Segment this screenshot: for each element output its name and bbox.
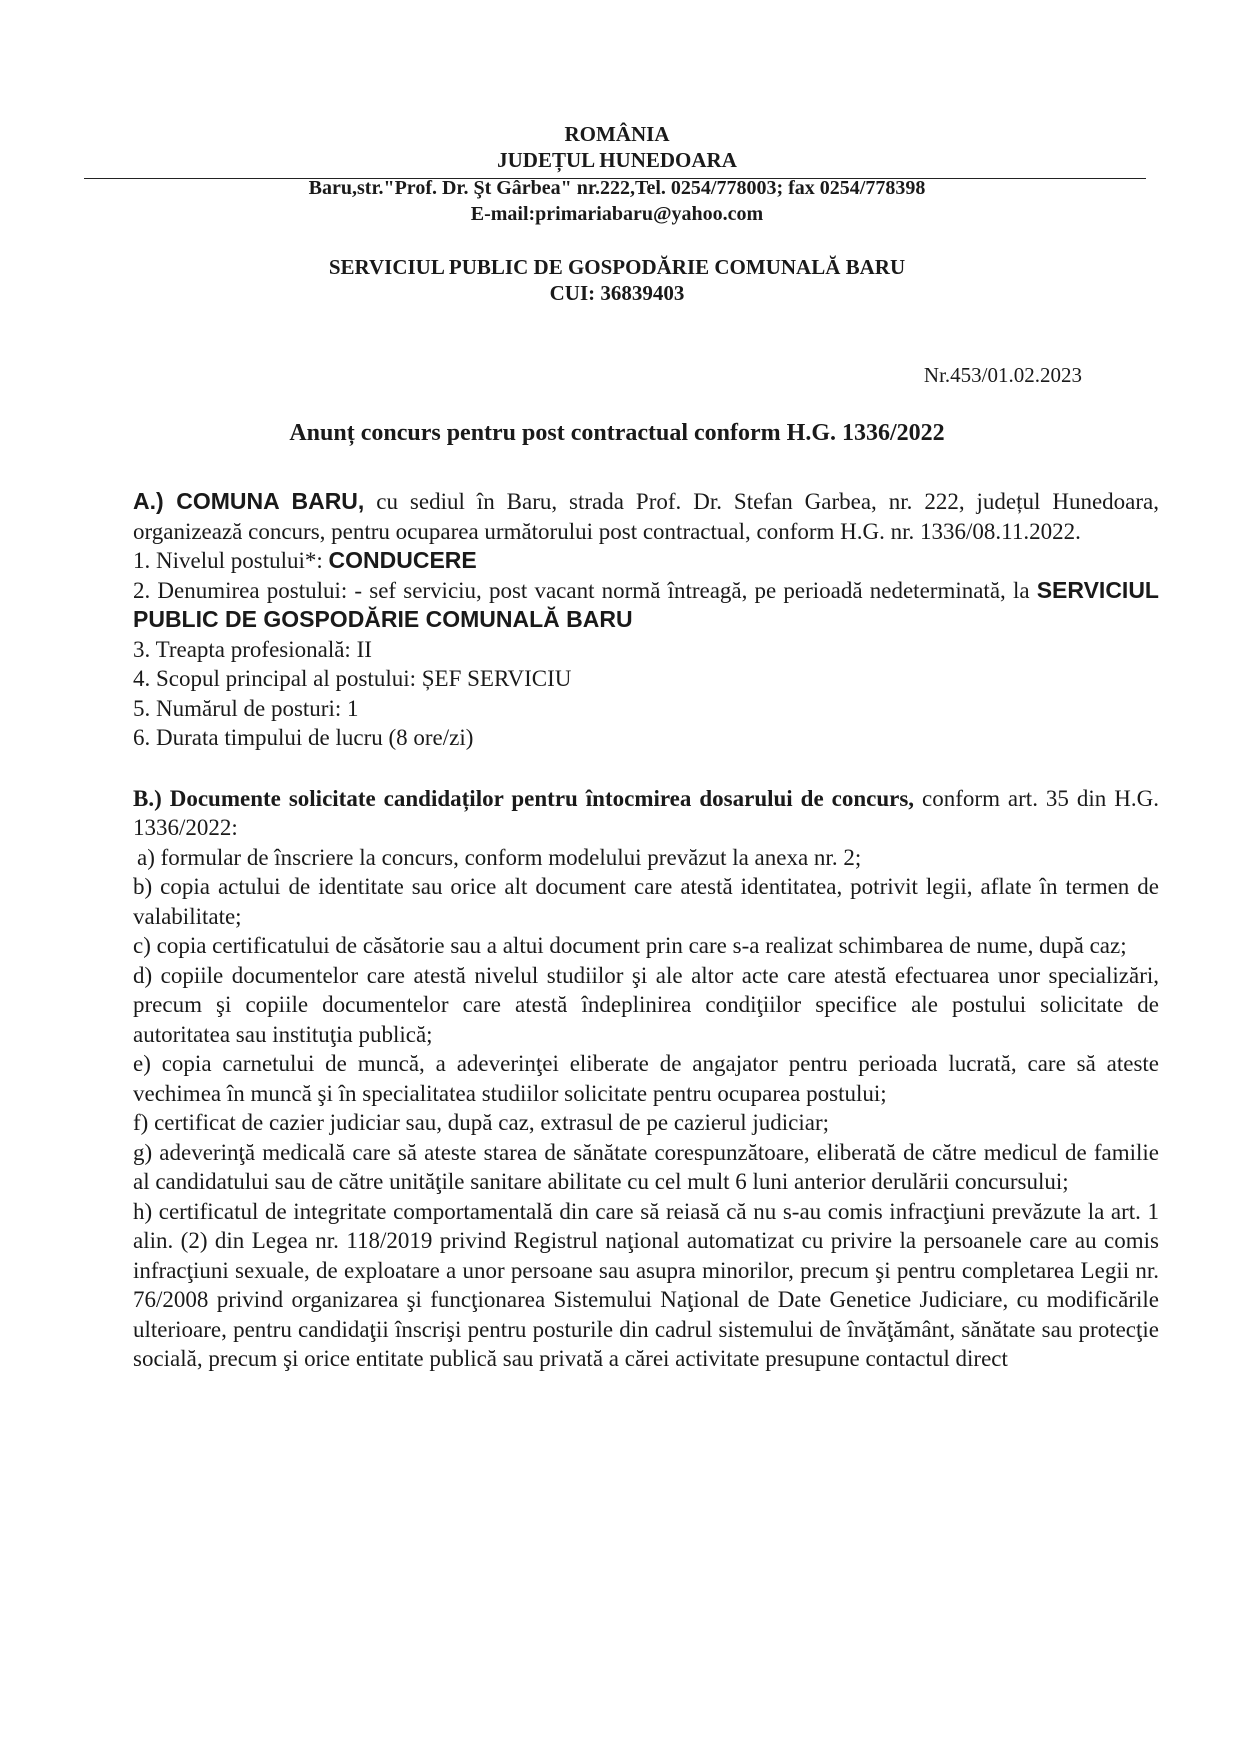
section-b-item-a: a) formular de înscriere la concurs, conform modelului prevăzut la anexa nr. 2; (137, 844, 862, 870)
document-body (133, 487, 1159, 1374)
section-a-item-1 (133, 546, 1159, 576)
section-b-item-g: g) adeverinţă medicală care să ateste starea de sănătate corespunzătoare, eliberată de către medicul de familie al candidatului sau de către unităţile sanitare abilitate cu cel mult 6 luni anterior derulării concursului; (133, 1139, 1159, 1194)
header-address: Baru,str."Prof. Dr. Şt Gârbea" nr.222,Tel. 0254/778003; fax 0254/778398 (308, 177, 926, 199)
section-a-lead: A.) COMUNA BARU, (133, 488, 365, 514)
section-b-lead: B.) Documente solicitate candidaților pentru întocmirea dosarului de concurs, (133, 785, 915, 811)
section-a-item-2 (133, 576, 1159, 635)
header-country: ROMÂNIA (564, 122, 670, 146)
section-a-text: cu sediul în Baru, strada Prof. Dr. Stefan Garbea, nr. 222, județul Hunedoara, organizează concurs, pentru ocuparea următorului post contractual, conform H.G. nr. 1336/08.11.2022. (133, 489, 1160, 544)
section-b-item-b: b) copia actului de identitate sau orice alt document care atestă identitatea, potrivit legii, aflate în termen de valabilitate; (133, 874, 1159, 929)
header-email: E-mail:primariabaru@yahoo.com (470, 203, 764, 225)
section-b-item-d: d) copiile documentelor care atestă nivelul studiilor şi ale altor acte care atestă efectuarea unor specializări, precum şi copiile documentelor care atestă îndeplinirea condiţiilor specifice ale postului solicitate de autoritatea sau instituţia publică; (133, 962, 1159, 1047)
announcement-title: Anunț concurs pentru post contractual conform H.G. 1336/2022 (289, 420, 945, 446)
document-number: Nr.453/01.02.2023 (923, 363, 1082, 387)
section-b-intro (133, 784, 1159, 843)
section-a-item-5: 5. Numărul de posturi: 1 (133, 695, 359, 721)
section-b-item-c: c) copia certificatului de căsătorie sau a altui document prin care s-a realizat schimbarea de nume, după caz; (133, 933, 1127, 958)
section-b-text: conform art. 35 din H.G. 1336/2022: (133, 785, 1159, 840)
item-2-service: SERVICIUL PUBLIC DE GOSPODĂRIE COMUNALĂ BARU (133, 576, 1159, 632)
header-cui: CUI: 36839403 (549, 281, 685, 305)
section-b-item-h: h) certificatul de integritate comportamentală din care să reiasă că nu s-au comis infracţiuni prevăzute la art. 1 alin. (2) din Legea nr. 118/2019 privind Registrul naţional automatizat cu privire la persoanele care au comis infracţiuni sexuale, de exploatare a unor persoane sau asupra minorilor, precum şi pentru completarea Legii nr. 76/2008 privind organizarea şi funcţionarea Sistemului Naţional de Date Genetice Judiciare, cu modificările ulterioare, pentru candidaţii înscrişi pentru posturile din cadrul sistemului de învăţământ, sănătate sau protecţie socială, precum şi orice entitate publică sau privată a cărei activitate presupune contactul direct (133, 1198, 1159, 1371)
section-a-item-3: 3. Treapta profesională: II (133, 636, 372, 662)
item-2-text: 2. Denumirea postului: - sef serviciu, post vacant normă întreagă, pe perioadă nedeterminată, la (133, 577, 1037, 603)
section-a-intro (133, 487, 1159, 546)
item-1-value: CONDUCERE (328, 547, 477, 573)
section-a-item-6: 6. Durata timpului de lucru (8 ore/zi) (133, 725, 474, 750)
header-service: SERVICIUL PUBLIC DE GOSPODĂRIE COMUNALĂ BARU (328, 255, 906, 279)
section-a-item-4: 4. Scopul principal al postului: ȘEF SERVICIU (133, 666, 572, 691)
header-county: JUDEȚUL HUNEDOARA (497, 148, 737, 172)
section-b-item-f: f) certificat de cazier judiciar sau, după caz, extrasul de pe cazierul judiciar; (133, 1110, 829, 1135)
item-1-label: 1. Nivelul postului*: (133, 548, 329, 573)
section-b-item-e: e) copia carnetului de muncă, a adeverinţei eliberate de angajator pentru perioada lucrată, care să ateste vechimea în muncă şi în specialitatea studiilor solicitate pentru ocuparea postului; (133, 1051, 1159, 1106)
section-spacer (133, 753, 1159, 784)
